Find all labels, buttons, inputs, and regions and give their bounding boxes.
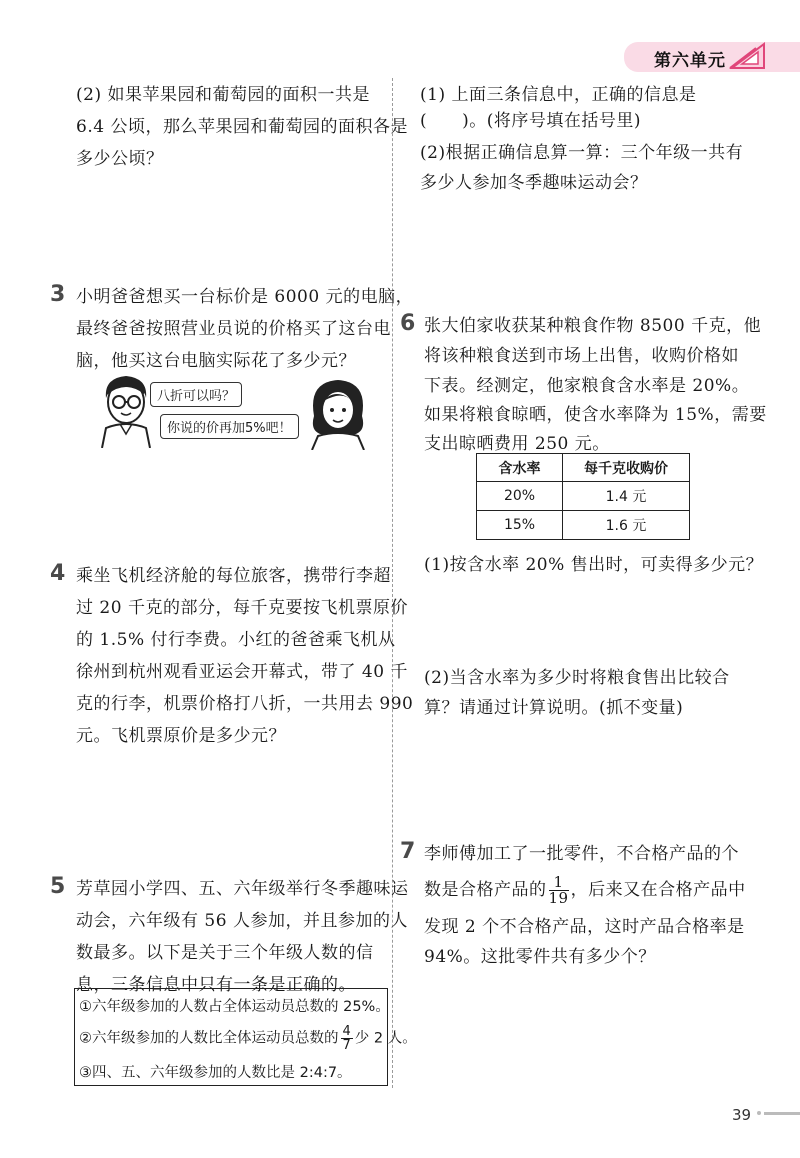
question-line: 元。飞机票原价是多少元？ <box>76 726 286 746</box>
question-line: 李师傅加工了一批零件，不合格产品的个 <box>424 844 739 864</box>
table-header: 每千克收购价 <box>563 454 690 482</box>
question-line: 最终爸爸按照营业员说的价格买了这台电 <box>76 319 391 339</box>
question-line: 动会，六年级有 56 人参加，并且参加的人 <box>76 911 408 931</box>
fraction-four-sevenths <box>341 1025 353 1052</box>
question-line: 将该种粮食送到市场上出售，收购价格如 <box>424 346 739 366</box>
question-number: 7 <box>400 839 416 864</box>
clerk-illustration <box>306 376 370 450</box>
line-prefix: 数是合格产品的 <box>424 880 547 900</box>
question-line: 如果将粮食晾晒，使含水率降为 15%，需要 <box>424 405 767 425</box>
q2-sub2-line: 多少公顷？ <box>76 149 164 169</box>
table-header: 含水率 <box>477 454 563 482</box>
fraction-one-nineteenth <box>549 875 569 906</box>
table-cell: 20% <box>477 482 563 511</box>
page-number-line <box>764 1112 800 1115</box>
question-line: 数最多。以下是关于三个年级人数的信 <box>76 943 374 963</box>
table-header-row <box>477 454 690 482</box>
question-line: 94%。这批零件共有多少个？ <box>424 947 656 967</box>
unit-header-label: 第六单元 <box>654 51 726 71</box>
info-item-2-suffix: 少 2 人。 <box>354 1030 417 1047</box>
speech-bubble-father: 八折可以吗？ <box>150 382 242 407</box>
q5-sub2-line: 多少人参加冬季趣味运动会？ <box>420 173 648 193</box>
table-cell: 1.4 元 <box>563 482 690 511</box>
page-number-dot <box>757 1111 761 1115</box>
info-item-2-prefix: ②六年级参加的人数比全体运动员总数的 <box>79 1030 339 1047</box>
triangle-ruler-icon <box>728 40 768 70</box>
q6-sub2-line: 算？请通过计算说明。(抓不变量) <box>424 698 684 718</box>
table-cell: 15% <box>477 511 563 540</box>
q2-sub2-line: 6.4 公顷，那么苹果园和葡萄园的面积各是 <box>76 117 408 137</box>
question-line: 克的行李，机票价格打八折，一共用去 990 <box>76 694 414 714</box>
question-number: 3 <box>50 282 66 307</box>
column-divider <box>392 78 393 1088</box>
fraction-denominator: 7 <box>342 1038 351 1053</box>
q5-sub1-line: (1) 上面三条信息中，正确的信息是 <box>420 85 697 105</box>
question-line: 乘坐飞机经济舱的每位旅客，携带行李超 <box>76 566 391 586</box>
q6-sub1: (1)按含水率 20% 售出时，可卖得多少元？ <box>424 555 764 575</box>
fraction-denominator: 19 <box>548 889 569 907</box>
q5-sub1-line: ( )。(将序号填在括号里) <box>420 111 642 131</box>
question-line-with-fraction <box>424 870 746 910</box>
info-item-1: ①六年级参加的人数占全体运动员总数的 25%。 <box>79 999 390 1015</box>
fraction-numerator: 1 <box>549 875 569 891</box>
question-line: 小明爸爸想买一台标价是 6000 元的电脑， <box>76 287 414 307</box>
question-line: 支出晾晒费用 250 元。 <box>424 434 610 454</box>
info-box <box>74 988 417 1086</box>
question-number: 5 <box>50 874 66 899</box>
speech-bubble-clerk: 你说的价再加5%吧！ <box>160 414 299 439</box>
table-cell: 1.6 元 <box>563 511 690 540</box>
question-line: 徐州到杭州观看亚运会开幕式，带了 40 千 <box>76 662 408 682</box>
question-line: 脑，他买这台电脑实际花了多少元？ <box>76 351 356 371</box>
info-item-3: ③四、五、六年级参加的人数比是 2:4:7。 <box>79 1065 352 1081</box>
q5-sub2-line: (2)根据正确信息算一算：三个年级一共有 <box>420 143 744 163</box>
line-suffix: ，后来又在合格产品中 <box>570 880 746 900</box>
fraction-numerator: 4 <box>342 1024 351 1039</box>
price-table <box>476 453 690 540</box>
info-item-2 <box>79 1025 417 1052</box>
table-row <box>477 482 690 511</box>
question-line: 芳草园小学四、五、六年级举行冬季趣味运 <box>76 879 409 899</box>
table-row <box>477 511 690 540</box>
q2-sub2-line: (2) 如果苹果园和葡萄园的面积一共是 <box>76 85 370 105</box>
question-number: 6 <box>400 311 416 336</box>
question-line: 发现 2 个不合格产品，这时产品合格率是 <box>424 917 745 937</box>
question-line: 下表。经测定，他家粮食含水率是 20%。 <box>424 376 750 396</box>
question-line: 张大伯家收获某种粮食作物 8500 千克，他 <box>424 316 762 336</box>
question-line: 息，三条信息中只有一条是正确的。 <box>76 975 356 995</box>
page-number: 39 <box>732 1106 752 1124</box>
question-line: 过 20 千克的部分，每千克要按飞机票原价 <box>76 598 408 618</box>
question-number: 4 <box>50 561 66 586</box>
q6-sub2-line: (2)当含水率为多少时将粮食售出比较合 <box>424 668 730 688</box>
question-line: 的 1.5% 付行李费。小红的爸爸乘飞机从 <box>76 630 396 650</box>
